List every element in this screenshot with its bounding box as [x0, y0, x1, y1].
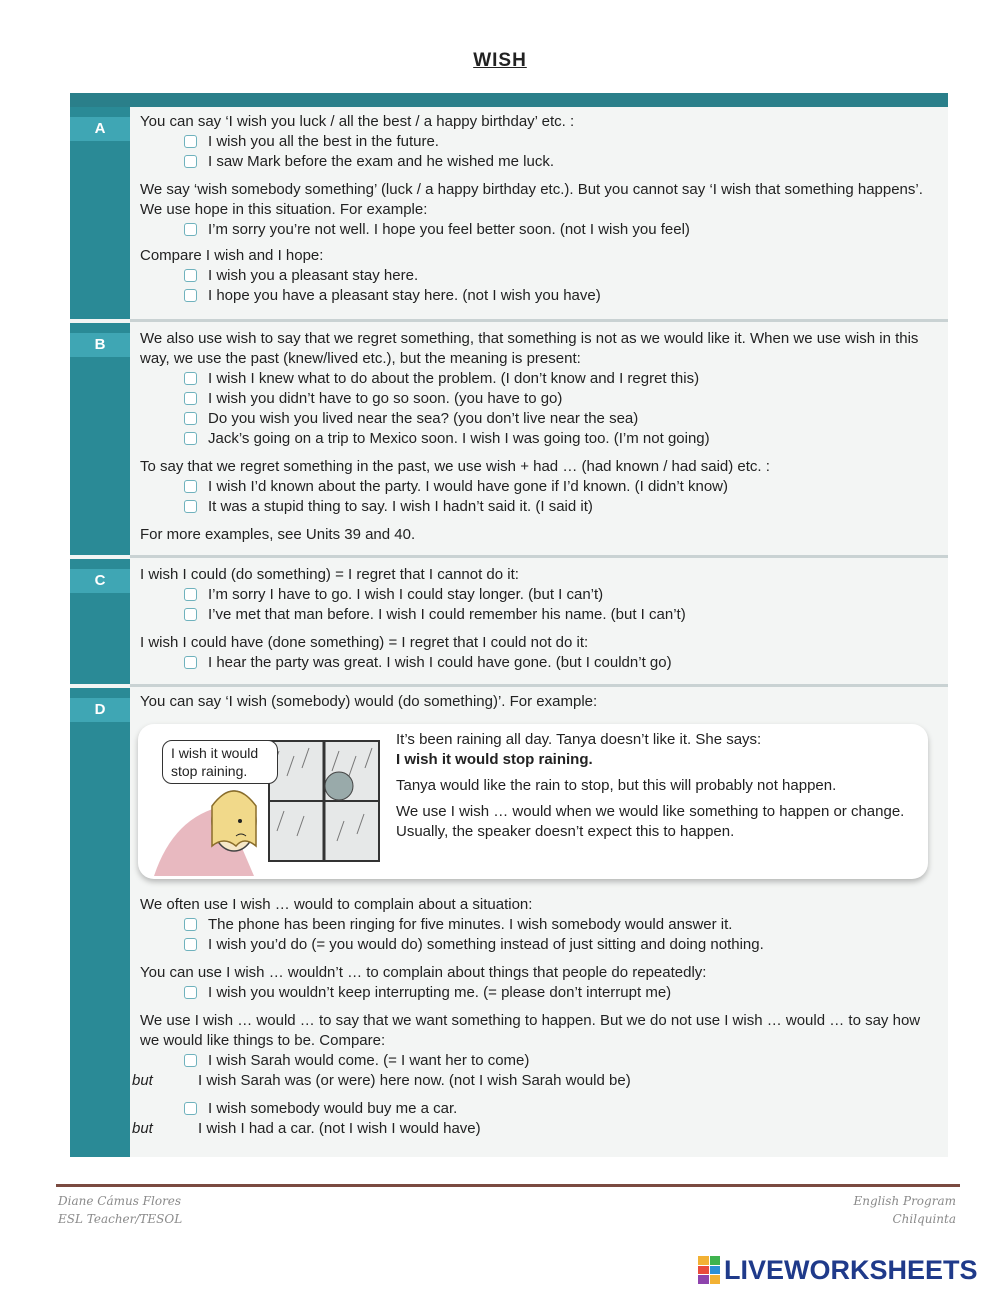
checkbox-icon: [184, 500, 197, 513]
example-item: Do you wish you lived near the sea? (you don’t live near the sea): [140, 409, 936, 429]
example-item: It was a stupid thing to say. I wish I hadn’t said it. (I said it): [140, 497, 936, 517]
section-a-compare: Compare I wish and I hope:: [140, 247, 324, 264]
checkbox-icon: [184, 608, 197, 621]
checkbox-icon: [184, 412, 197, 425]
section-c: [70, 559, 948, 684]
section-a-badge: A: [70, 117, 130, 141]
section-c-intro: I wish I could (do something) = I regret that I cannot do it:: [140, 566, 519, 583]
footer-author: Diane Cámus Flores ESL Teacher/TESOL: [58, 1194, 183, 1226]
example-item: I hear the party was great. I wish I could have gone. (but I couldn’t go): [140, 653, 936, 673]
example-item: I wish you didn’t have to go so soon. (you have to go): [140, 389, 936, 409]
example-item: I wish you a pleasant stay here.: [140, 266, 936, 286]
checkbox-icon: [184, 269, 197, 282]
checkbox-icon: [184, 432, 197, 445]
checkbox-icon: [184, 289, 197, 302]
speech-bubble: I wish it would stop raining.: [162, 740, 278, 784]
example-item: I wish somebody would buy me a car.: [140, 1099, 936, 1119]
section-d-paragraph: We use I wish … would … to say that we want something to happen. But we do not use I wish … would … to say how we would like things to be. Compare:: [140, 1012, 921, 1049]
footer-divider: [56, 1184, 960, 1187]
checkbox-icon: [184, 480, 197, 493]
section-b-more: For more examples, see Units 39 and 40.: [140, 526, 416, 543]
checkbox-icon: [184, 938, 197, 951]
divider: [130, 684, 948, 687]
checkbox-icon: [184, 392, 197, 405]
divider: [130, 319, 948, 322]
example-item: I’m sorry I have to go. I wish I could stay longer. (but I can’t): [140, 585, 936, 605]
example-item: I hope you have a pleasant stay here. (not I wish you have): [140, 286, 936, 306]
example-item: I’m sorry you’re not well. I hope you feel better soon. (not I wish you feel): [140, 220, 936, 240]
checkbox-icon: [184, 588, 197, 601]
example-item: I wish Sarah would come. (= I want her to come): [140, 1051, 936, 1071]
checkbox-icon: [184, 1054, 197, 1067]
footer-program: English Program Chilquinta: [853, 1194, 956, 1226]
checkbox-icon: [184, 986, 197, 999]
section-a: [70, 107, 948, 319]
liveworksheets-icon: [698, 1256, 720, 1284]
checkbox-icon: [184, 155, 197, 168]
section-d-paragraph: You can use I wish … wouldn’t … to complain about things that people do repeatedly:: [140, 964, 707, 981]
example-item: I wish I knew what to do about the problem. (I don’t know and I regret this): [140, 369, 936, 389]
section-a-intro: You can say ‘I wish you luck / all the best / a happy birthday’ etc. :: [140, 113, 575, 130]
liveworksheets-logo[interactable]: LIVEWORKSHEETS: [698, 1254, 978, 1286]
example-item: I wish you’d do (= you would do) something instead of just sitting and doing nothing.: [140, 935, 936, 955]
section-d-paragraph: We often use I wish … would to complain about a situation:: [140, 896, 533, 913]
example-box: [138, 724, 928, 879]
page-title: WISH: [473, 50, 527, 71]
example-item: Jack’s going on a trip to Mexico soon. I wish I was going too. (I’m not going): [140, 429, 936, 449]
box-paragraph: We use I wish … would when we would like something to happen or change. Usually, the speaker doesn’t expect this to happen.: [396, 803, 905, 840]
example-item: but I wish Sarah was (or were) here now. (not I wish Sarah would be): [132, 1072, 631, 1089]
section-d-intro: You can say ‘I wish (somebody) would (do something)’. For example:: [140, 693, 598, 710]
section-c-paragraph: I wish I could have (done something) = I regret that I could not do it:: [140, 634, 589, 651]
example-item: I wish I’d known about the party. I would have gone if I’d known. (I didn’t know): [140, 477, 936, 497]
section-b: [70, 323, 948, 555]
example-item: I wish you wouldn’t keep interrupting me. (= please don’t interrupt me): [140, 983, 936, 1003]
example-item: I wish you all the best in the future.: [140, 132, 936, 152]
section-d: [70, 688, 948, 1157]
checkbox-icon: [184, 223, 197, 236]
section-d-badge: D: [70, 698, 130, 722]
checkbox-icon: [184, 918, 197, 931]
example-item: but I wish I had a car. (not I wish I would have): [132, 1120, 481, 1137]
section-c-badge: C: [70, 569, 130, 593]
section-b-paragraph: To say that we regret something in the past, we use wish + had … (had known / had said) etc. :: [140, 458, 770, 475]
example-item: I’ve met that man before. I wish I could remember his name. (but I can’t): [140, 605, 936, 625]
section-b-intro: We also use wish to say that we regret something, that something is not as we would like it. When we use wish in this way, we use the past (knew/lived etc.), but the meaning is present:: [140, 330, 919, 367]
checkbox-icon: [184, 135, 197, 148]
box-paragraph: It’s been raining all day. Tanya doesn’t like it. She says: I wish it would stop raining.: [396, 731, 762, 768]
section-a-paragraph: We say ‘wish somebody something’ (luck / a happy birthday etc.). But you cannot say ‘I wish that something happens’. We use hope in this situation. For example:: [140, 181, 923, 218]
section-b-badge: B: [70, 333, 130, 357]
box-paragraph: Tanya would like the rain to stop, but this will probably not happen.: [396, 777, 837, 794]
checkbox-icon: [184, 656, 197, 669]
divider: [130, 555, 948, 558]
checkbox-icon: [184, 372, 197, 385]
checkbox-icon: [184, 1102, 197, 1115]
example-item: The phone has been ringing for five minutes. I wish somebody would answer it.: [140, 915, 936, 935]
example-item: I saw Mark before the exam and he wished me luck.: [140, 152, 936, 172]
